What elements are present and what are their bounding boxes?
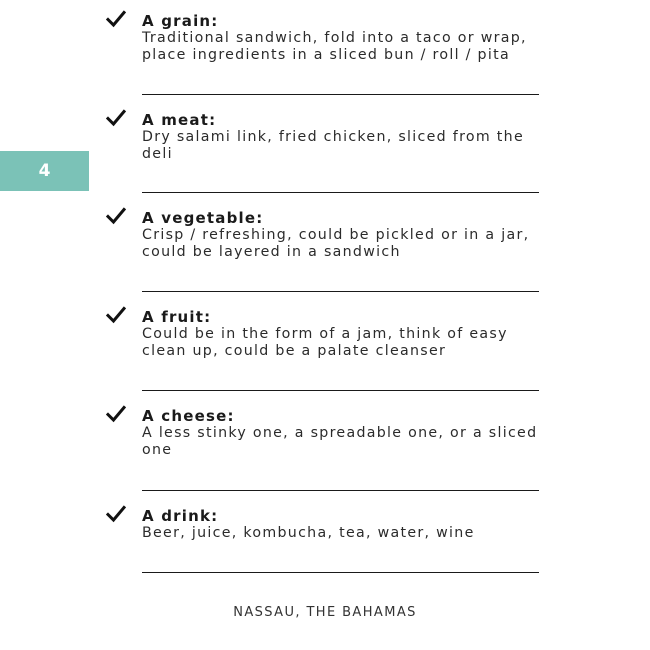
checkmark-icon xyxy=(106,405,132,427)
checkmark-icon xyxy=(106,207,132,229)
checkmark-icon xyxy=(106,505,132,527)
write-in-line xyxy=(142,572,539,573)
item-description: Beer, juice, kombucha, tea, water, wine xyxy=(142,525,475,541)
write-in-line xyxy=(142,490,539,491)
item-heading: A grain: xyxy=(142,12,219,30)
write-in-line xyxy=(142,291,539,292)
write-in-line xyxy=(142,390,539,391)
write-in-line xyxy=(142,94,539,95)
item-heading: A cheese: xyxy=(142,407,235,425)
checkmark-icon xyxy=(106,109,132,131)
checkmark-icon xyxy=(106,306,132,328)
item-heading: A drink: xyxy=(142,507,219,525)
item-description: Dry salami link, fried chicken, sliced from the deli xyxy=(142,129,524,162)
page-number: 4 xyxy=(38,161,51,181)
item-description: Traditional sandwich, fold into a taco or wrap, place ingredients in a sliced bun / roll / pita xyxy=(142,30,527,63)
write-in-line xyxy=(142,192,539,193)
item-heading: A vegetable: xyxy=(142,209,264,227)
page-number-tab xyxy=(0,151,89,191)
item-description: A less stinky one, a spreadable one, or a sliced one xyxy=(142,425,538,458)
item-heading: A fruit: xyxy=(142,308,212,326)
location-footer: NASSAU, THE BAHAMAS xyxy=(233,605,417,620)
item-heading: A meat: xyxy=(142,111,217,129)
item-description: Crisp / refreshing, could be pickled or in a jar, could be layered in a sandwich xyxy=(142,227,530,260)
checkmark-icon xyxy=(106,10,132,32)
item-description: Could be in the form of a jam, think of easy clean up, could be a palate cleanser xyxy=(142,326,508,359)
